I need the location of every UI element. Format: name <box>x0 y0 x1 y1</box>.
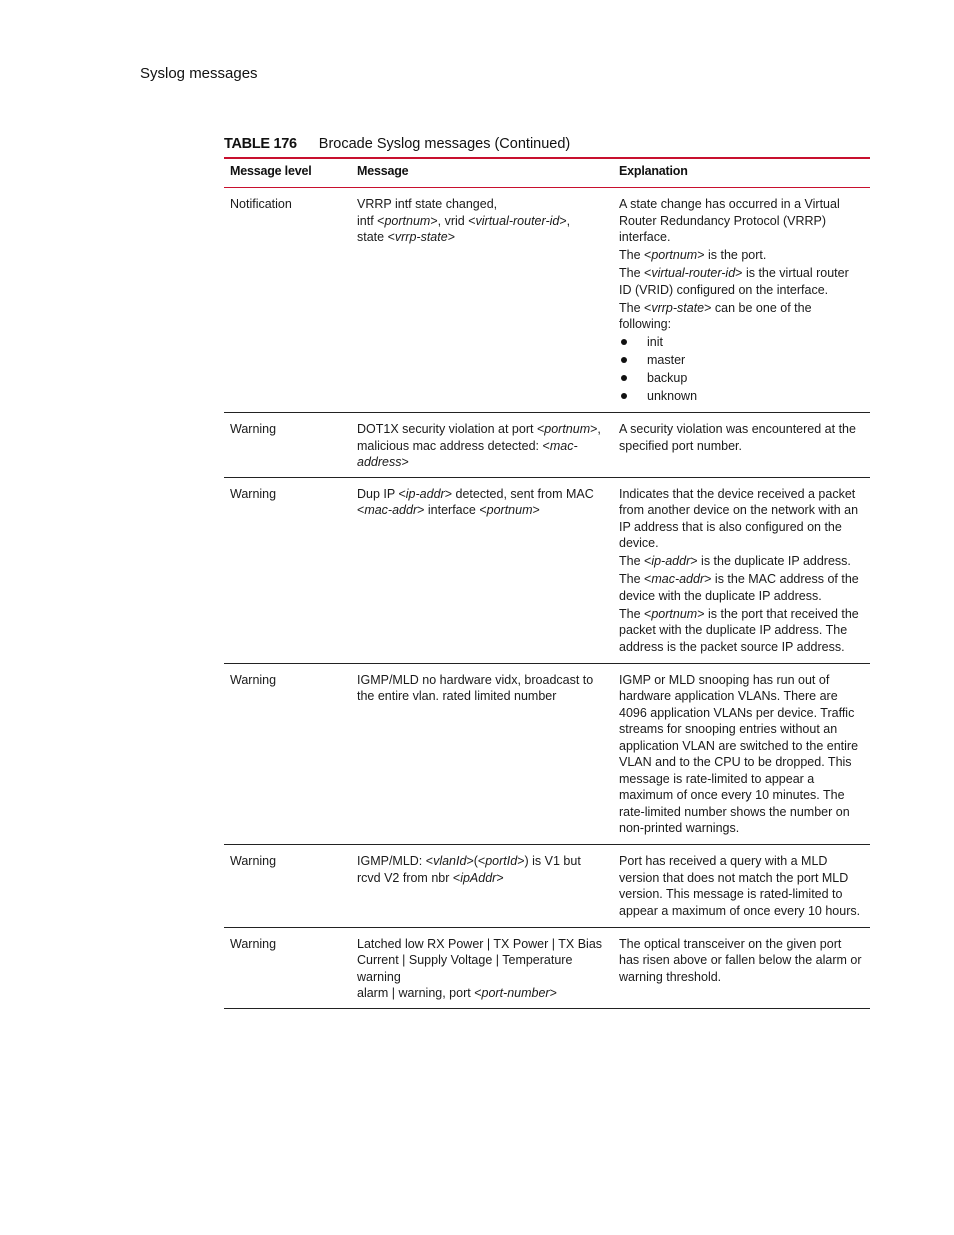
message-cell <box>351 663 613 845</box>
message-line: Dup IP <ip-addr> detected, sent from MAC <mac-addr> interface <portnum> <box>357 486 594 517</box>
table-title: Brocade Syslog messages (Continued) <box>318 136 571 152</box>
message-level-cell: Warning <box>230 854 277 868</box>
message-level-cell: Warning <box>230 486 277 501</box>
message-line: state <vrrp-state> <box>357 230 455 244</box>
message-level-cell: Warning <box>230 422 277 436</box>
table-row <box>224 927 870 1008</box>
state-values-list <box>619 334 864 405</box>
state-value-item <box>619 334 864 351</box>
explanation-cell <box>613 927 870 1008</box>
table-header-row <box>224 158 870 188</box>
column-header-explanation: Explanation <box>619 164 688 178</box>
message-line: alarm | warning, port <port-number> <box>357 986 557 1000</box>
explanation-cell <box>613 188 870 413</box>
explanation-paragraph: IGMP or MLD snooping has run out of hardware application VLANs. There are 4096 application VLANs per device. Traffic streams for snooping entries without an application VLAN are switched to the entire VLAN and to the CPU to be dropped. This message is rate-limited to appear a maximum of once every 10 minutes. The rate-limited number shows the number on non-printed warnings. <box>619 672 859 835</box>
explanation-paragraph: Indicates that the device received a packet from another device on the network with an IP address that is also configured on the device. <box>619 486 859 550</box>
table-row <box>224 477 870 663</box>
message-line: IGMP/MLD: <vlanId>(<portId>) is V1 but rcvd V2 from nbr <ipAddr> <box>357 854 581 885</box>
explanation-paragraph: The <mac-addr> is the MAC address of the device with the duplicate IP address. <box>619 572 859 603</box>
explanation-paragraph: The <portnum> is the port that received the packet with the duplicate IP address. The address is the packet source IP address. <box>619 606 859 654</box>
message-line: Latched low RX Power | TX Power | TX Bias Current | Supply Voltage | Temperature warning <box>357 936 603 984</box>
message-cell <box>351 188 613 413</box>
message-line: IGMP/MLD no hardware vidx, broadcast to the entire vlan. rated limited number <box>357 672 594 703</box>
table-row <box>224 413 870 478</box>
explanation-paragraph: The optical transceiver on the given port has risen above or fallen below the alarm or warning threshold. <box>619 936 862 984</box>
explanation-paragraph: The <virtual-router-id> is the virtual router ID (VRID) configured on the interface. <box>619 266 849 297</box>
bullet-icon <box>621 375 627 381</box>
explanation-paragraph: Port has received a query with a MLD version that does not match the port MLD version. This message is rated-limited to appear a maximum of once every 10 hours. <box>619 854 861 918</box>
bullet-icon <box>621 393 627 399</box>
table-row <box>224 663 870 845</box>
message-level-cell: Warning <box>230 672 277 687</box>
message-cell <box>351 477 613 663</box>
state-value-item <box>619 370 864 387</box>
explanation-paragraph: A state change has occurred in a Virtual Router Redundancy Protocol (VRRP) interface. <box>619 197 840 244</box>
running-header: Syslog messages <box>140 65 258 82</box>
state-value-item <box>619 352 864 369</box>
explanation-paragraph: The <vrrp-state> can be one of the following: <box>619 300 812 331</box>
column-header-message: Message <box>357 164 409 178</box>
state-value-label: init <box>647 335 663 349</box>
message-level-cell: Warning <box>230 936 277 951</box>
table-caption <box>224 136 870 152</box>
bullet-icon <box>621 357 627 363</box>
message-level-cell: Notification <box>230 197 292 211</box>
message-cell <box>351 413 613 478</box>
message-cell <box>351 845 613 928</box>
explanation-cell <box>613 663 870 845</box>
bullet-icon <box>621 339 627 345</box>
state-value-label: backup <box>647 371 688 385</box>
state-value-label: master <box>647 353 686 367</box>
state-value-item <box>619 388 864 405</box>
message-line: intf <portnum>, vrid <virtual-router-id>, <box>357 213 571 228</box>
table-row <box>224 188 870 413</box>
explanation-paragraph: A security violation was encountered at the specified port number. <box>619 422 856 453</box>
message-line: VRRP intf state changed, <box>357 197 498 211</box>
syslog-table <box>224 157 870 1009</box>
explanation-cell <box>613 845 870 928</box>
message-line: DOT1X security violation at port <portnum>, malicious mac address detected: <mac-address> <box>357 422 601 469</box>
explanation-cell <box>613 413 870 478</box>
explanation-cell <box>613 477 870 663</box>
explanation-paragraph: The <ip-addr> is the duplicate IP address. <box>619 554 851 568</box>
table-number: TABLE 176 <box>224 136 297 152</box>
state-value-label: unknown <box>647 389 698 403</box>
message-cell <box>351 927 613 1008</box>
explanation-paragraph: The <portnum> is the port. <box>619 248 767 262</box>
table-row <box>224 845 870 928</box>
column-header-message-level: Message level <box>230 164 312 178</box>
